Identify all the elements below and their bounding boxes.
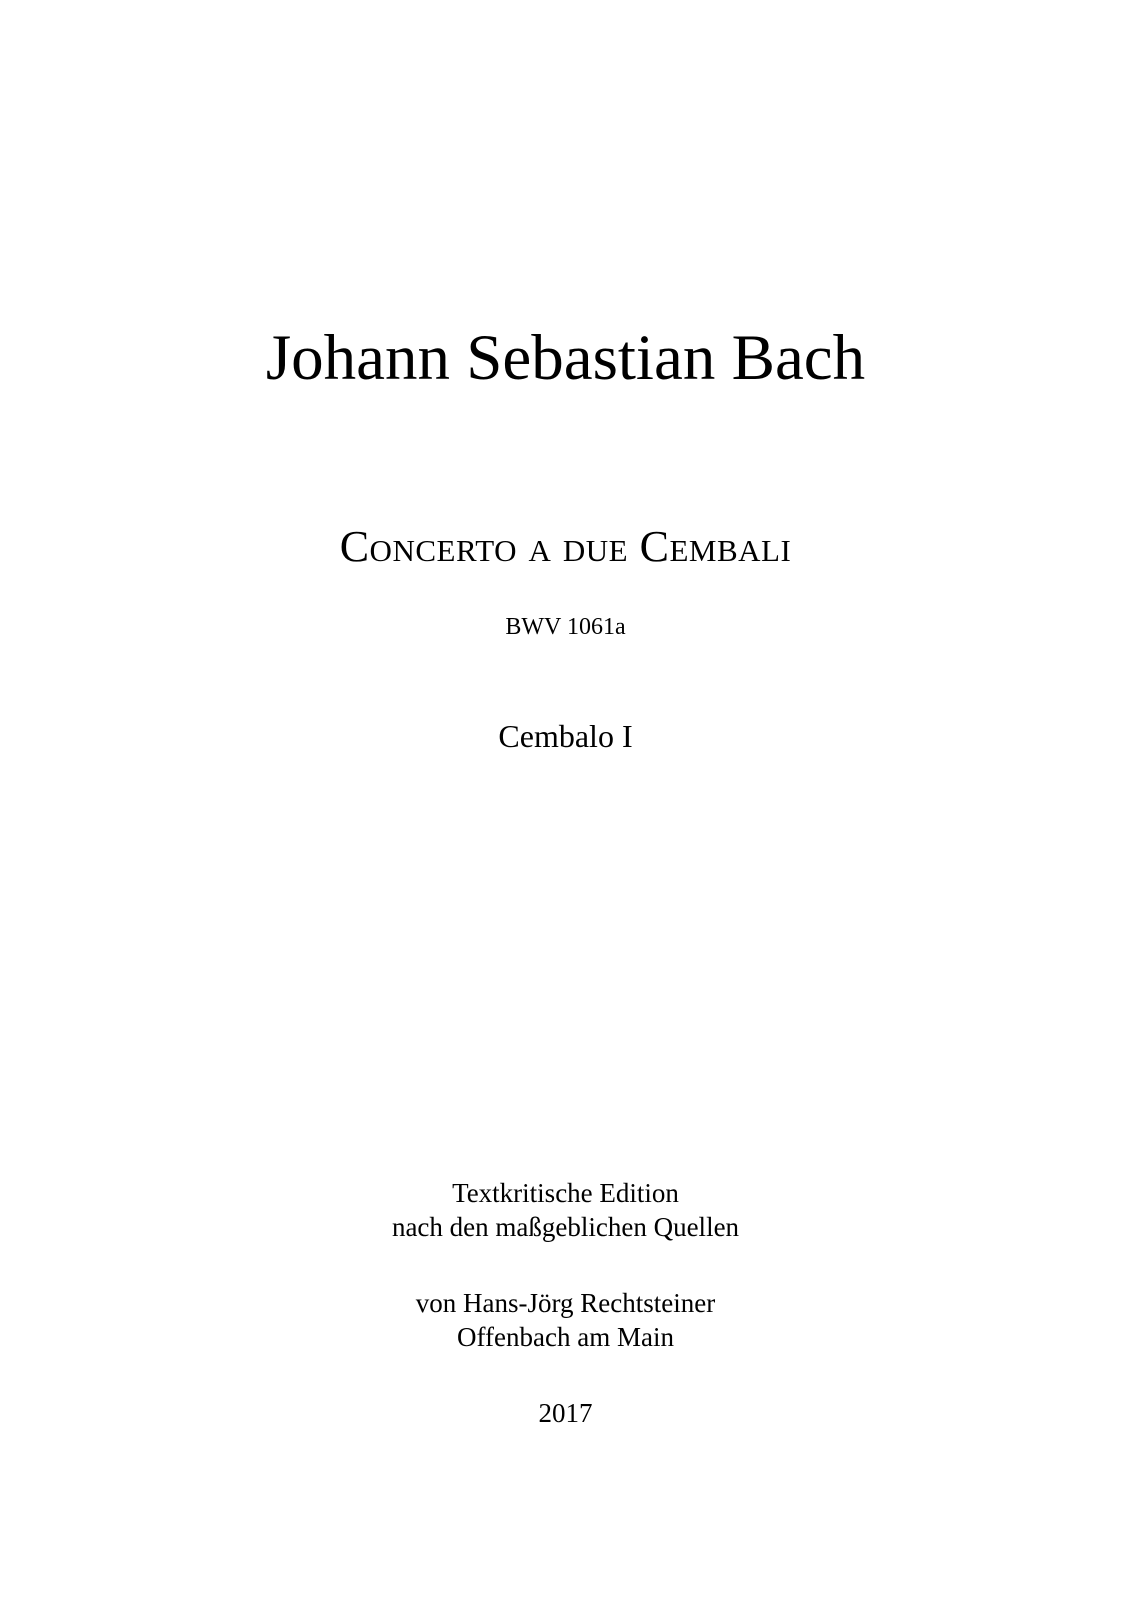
publication-year: 2017 (538, 1398, 593, 1428)
edition-line-2: nach den maßgeblichen Quellen (391, 1212, 740, 1242)
editor-line-2: Offenbach am Main (457, 1322, 674, 1352)
composer-name: Johann Sebastian Bach (265, 322, 866, 394)
editor-line-1: von Hans-Jörg Rechtsteiner (415, 1288, 716, 1318)
edition-line-1: Textkritische Edition (452, 1178, 679, 1208)
work-title (0, 522, 1131, 571)
part-name: Cembalo I (498, 718, 633, 754)
work-title-text: Concerto a due Cembali (339, 522, 792, 571)
catalog-number: BWV 1061a (505, 614, 626, 640)
